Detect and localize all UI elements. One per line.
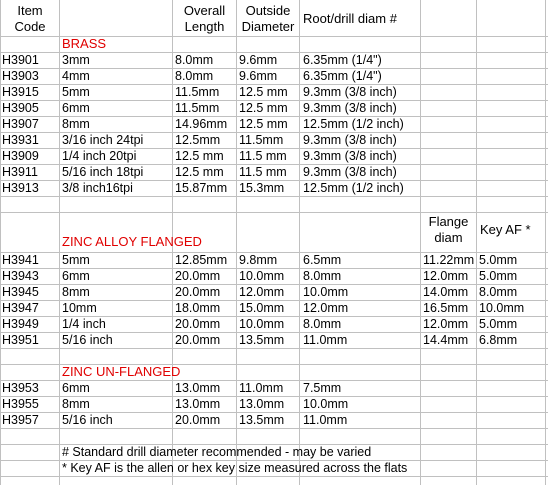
cell-overall-length[interactable]: 12.85mm — [175, 253, 228, 267]
cell-item-code[interactable]: H3915 — [2, 85, 39, 99]
cell-overall-length[interactable]: 11.5mm — [175, 85, 220, 99]
cell-overall-length[interactable]: 20.0mm — [175, 269, 221, 283]
cell-root-drill-diam[interactable]: 8.0mm — [303, 317, 342, 331]
cell-key-af[interactable]: 6.8mm — [479, 333, 518, 347]
header-flange-diam[interactable] — [421, 214, 476, 246]
cell-overall-length[interactable]: 12.5mm — [175, 133, 221, 147]
cell-outside-diameter[interactable]: 13.5mm — [239, 333, 285, 347]
cell-flange-diam[interactable]: 12.0mm — [423, 317, 469, 331]
cell-thread-size[interactable]: 5mm — [62, 253, 90, 267]
cell-thread-size[interactable]: 1/4 inch 20tpi — [62, 149, 137, 163]
cell-item-code[interactable]: H3941 — [2, 253, 39, 267]
cell-root-drill-diam[interactable]: 9.3mm (3/8 inch) — [303, 85, 397, 99]
cell-item-code[interactable]: H3943 — [2, 269, 39, 283]
cell-overall-length[interactable]: 12.5 mm — [175, 149, 224, 163]
cell-overall-length[interactable]: 15.87mm — [175, 181, 228, 195]
cell-item-code[interactable]: H3949 — [2, 317, 39, 331]
cell-outside-diameter[interactable]: 9.8mm — [239, 253, 278, 267]
cell-root-drill-diam[interactable]: 12.5mm (1/2 inch) — [303, 181, 404, 195]
cell-outside-diameter[interactable]: 10.0mm — [239, 269, 285, 283]
note-key-af[interactable]: * Key AF is the allen or hex key size measured across the flats — [62, 461, 408, 475]
cell-root-drill-diam[interactable]: 10.0mm — [303, 285, 349, 299]
cell-thread-size[interactable]: 4mm — [62, 69, 90, 83]
cell-root-drill-diam[interactable]: 6.35mm (1/4") — [303, 53, 382, 67]
cell-root-drill-diam[interactable]: 11.0mm — [303, 333, 348, 347]
cell-root-drill-diam[interactable]: 6.35mm (1/4") — [303, 69, 382, 83]
cell-root-drill-diam[interactable]: 8.0mm — [303, 269, 342, 283]
cell-thread-size[interactable]: 3/8 inch16tpi — [62, 181, 133, 195]
header-line: Item — [17, 3, 43, 18]
cell-overall-length[interactable]: 20.0mm — [175, 317, 221, 331]
header-overall-length[interactable] — [173, 3, 236, 35]
cell-root-drill-diam[interactable]: 12.5mm (1/2 inch) — [303, 117, 404, 131]
cell-item-code[interactable]: H3913 — [2, 181, 39, 195]
cell-root-drill-diam[interactable]: 9.3mm (3/8 inch) — [303, 165, 397, 179]
cell-overall-length[interactable]: 8.0mm — [175, 53, 214, 67]
cell-root-drill-diam[interactable]: 11.0mm — [303, 413, 348, 427]
cell-item-code[interactable]: H3905 — [2, 101, 39, 115]
header-outside-diameter[interactable] — [237, 3, 299, 35]
cell-outside-diameter[interactable]: 10.0mm — [239, 317, 285, 331]
cell-flange-diam[interactable]: 11.22mm — [423, 253, 475, 267]
grid-line — [0, 196, 548, 197]
cell-thread-size[interactable]: 6mm — [62, 269, 90, 283]
section-title-brass[interactable]: BRASS — [62, 36, 107, 51]
header-key-af[interactable]: Key AF * — [480, 222, 531, 237]
header-line: Length — [184, 19, 225, 34]
cell-key-af[interactable]: 5.0mm — [479, 269, 518, 283]
cell-overall-length[interactable]: 20.0mm — [175, 413, 221, 427]
cell-thread-size[interactable]: 5/16 inch — [62, 333, 113, 347]
grid-line — [0, 348, 548, 349]
cell-thread-size[interactable]: 8mm — [62, 117, 90, 131]
header-line: Outside — [245, 3, 291, 18]
cell-item-code[interactable]: H3931 — [2, 133, 39, 147]
cell-thread-size[interactable]: 10mm — [62, 301, 97, 315]
cell-key-af[interactable]: 5.0mm — [479, 253, 518, 267]
cell-outside-diameter[interactable]: 15.3mm — [239, 181, 285, 195]
cell-item-code[interactable]: H3957 — [2, 413, 39, 427]
cell-overall-length[interactable]: 13.0mm — [175, 397, 221, 411]
cell-thread-size[interactable]: 5mm — [62, 85, 90, 99]
cell-key-af[interactable]: 5.0mm — [479, 317, 518, 331]
cell-outside-diameter[interactable]: 12.5 mm — [239, 101, 288, 115]
cell-thread-size[interactable]: 3/16 inch 24tpi — [62, 133, 144, 147]
cell-overall-length[interactable]: 13.0mm — [175, 381, 221, 395]
cell-flange-diam[interactable]: 12.0mm — [423, 269, 469, 283]
cell-thread-size[interactable]: 3mm — [62, 53, 90, 67]
header-root-drill-diam[interactable]: Root/drill diam # — [303, 11, 397, 26]
cell-outside-diameter[interactable]: 9.6mm — [239, 53, 278, 67]
cell-root-drill-diam[interactable]: 6.5mm — [303, 253, 342, 267]
cell-overall-length[interactable]: 18.0mm — [175, 301, 221, 315]
cell-outside-diameter[interactable]: 13.0mm — [239, 397, 285, 411]
cell-root-drill-diam[interactable]: 9.3mm (3/8 inch) — [303, 133, 397, 147]
cell-root-drill-diam[interactable]: 10.0mm — [303, 397, 349, 411]
cell-overall-length[interactable]: 14.96mm — [175, 117, 228, 131]
cell-thread-size[interactable]: 6mm — [62, 381, 90, 395]
cell-outside-diameter[interactable]: 11.5mm — [239, 133, 284, 147]
cell-thread-size[interactable]: 8mm — [62, 285, 90, 299]
cell-outside-diameter[interactable]: 12.5 mm — [239, 85, 288, 99]
cell-item-code[interactable]: H3951 — [2, 333, 39, 347]
cell-outside-diameter[interactable]: 12.0mm — [239, 285, 285, 299]
cell-item-code[interactable]: H3955 — [2, 397, 39, 411]
cell-thread-size[interactable]: 6mm — [62, 101, 90, 115]
cell-root-drill-diam[interactable]: 7.5mm — [303, 381, 342, 395]
cell-outside-diameter[interactable]: 15.0mm — [239, 301, 285, 315]
cell-root-drill-diam[interactable]: 9.3mm (3/8 inch) — [303, 101, 397, 115]
note-drill-diameter[interactable]: # Standard drill diameter recommended - may be varied — [62, 445, 372, 459]
header-line: Diameter — [241, 19, 295, 34]
cell-outside-diameter[interactable]: 9.6mm — [239, 69, 278, 83]
cell-flange-diam[interactable]: 16.5mm — [423, 301, 469, 315]
cell-thread-size[interactable]: 5/16 inch 18tpi — [62, 165, 144, 179]
cell-thread-size[interactable]: 5/16 inch — [62, 413, 113, 427]
header-line: Overall — [183, 3, 226, 18]
section-title-zinc-flanged[interactable]: ZINC ALLOY FLANGED — [62, 234, 202, 249]
header-line: Code — [14, 19, 46, 34]
cell-flange-diam[interactable]: 14.4mm — [423, 333, 469, 347]
cell-outside-diameter[interactable]: 11.5 mm — [239, 149, 287, 163]
cell-overall-length[interactable]: 20.0mm — [175, 285, 221, 299]
cell-item-code[interactable]: H3901 — [2, 53, 39, 67]
cell-overall-length[interactable]: 12.5 mm — [175, 165, 224, 179]
cell-item-code[interactable]: H3907 — [2, 117, 39, 131]
header-line: Flange — [428, 214, 469, 229]
cell-thread-size[interactable]: 8mm — [62, 397, 90, 411]
cell-overall-length[interactable]: 11.5mm — [175, 101, 220, 115]
cell-item-code[interactable]: H3911 — [2, 165, 38, 179]
grid-line — [0, 212, 548, 213]
cell-overall-length[interactable]: 20.0mm — [175, 333, 221, 347]
cell-overall-length[interactable]: 8.0mm — [175, 69, 214, 83]
cell-root-drill-diam[interactable]: 12.0mm — [303, 301, 349, 315]
cell-outside-diameter[interactable]: 11.5 mm — [239, 165, 287, 179]
cell-root-drill-diam[interactable]: 9.3mm (3/8 inch) — [303, 149, 397, 163]
cell-key-af[interactable]: 8.0mm — [479, 285, 518, 299]
cell-key-af[interactable]: 10.0mm — [479, 301, 525, 315]
grid-line — [0, 428, 548, 429]
grid-line — [0, 476, 548, 477]
cell-flange-diam[interactable]: 14.0mm — [423, 285, 469, 299]
cell-outside-diameter[interactable]: 12.5 mm — [239, 117, 288, 131]
cell-item-code[interactable]: H3953 — [2, 381, 39, 395]
section-title-zinc-unflanged[interactable]: ZINC UN-FLANGED — [62, 364, 181, 379]
cell-item-code[interactable]: H3945 — [2, 285, 39, 299]
cell-thread-size[interactable]: 1/4 inch — [62, 317, 106, 331]
cell-outside-diameter[interactable]: 11.0mm — [239, 381, 284, 395]
cell-item-code[interactable]: H3903 — [2, 69, 39, 83]
cell-item-code[interactable]: H3947 — [2, 301, 39, 315]
header-line: diam — [434, 230, 463, 245]
cell-item-code[interactable]: H3909 — [2, 149, 39, 163]
cell-outside-diameter[interactable]: 13.5mm — [239, 413, 285, 427]
header-item-code[interactable] — [1, 3, 59, 35]
